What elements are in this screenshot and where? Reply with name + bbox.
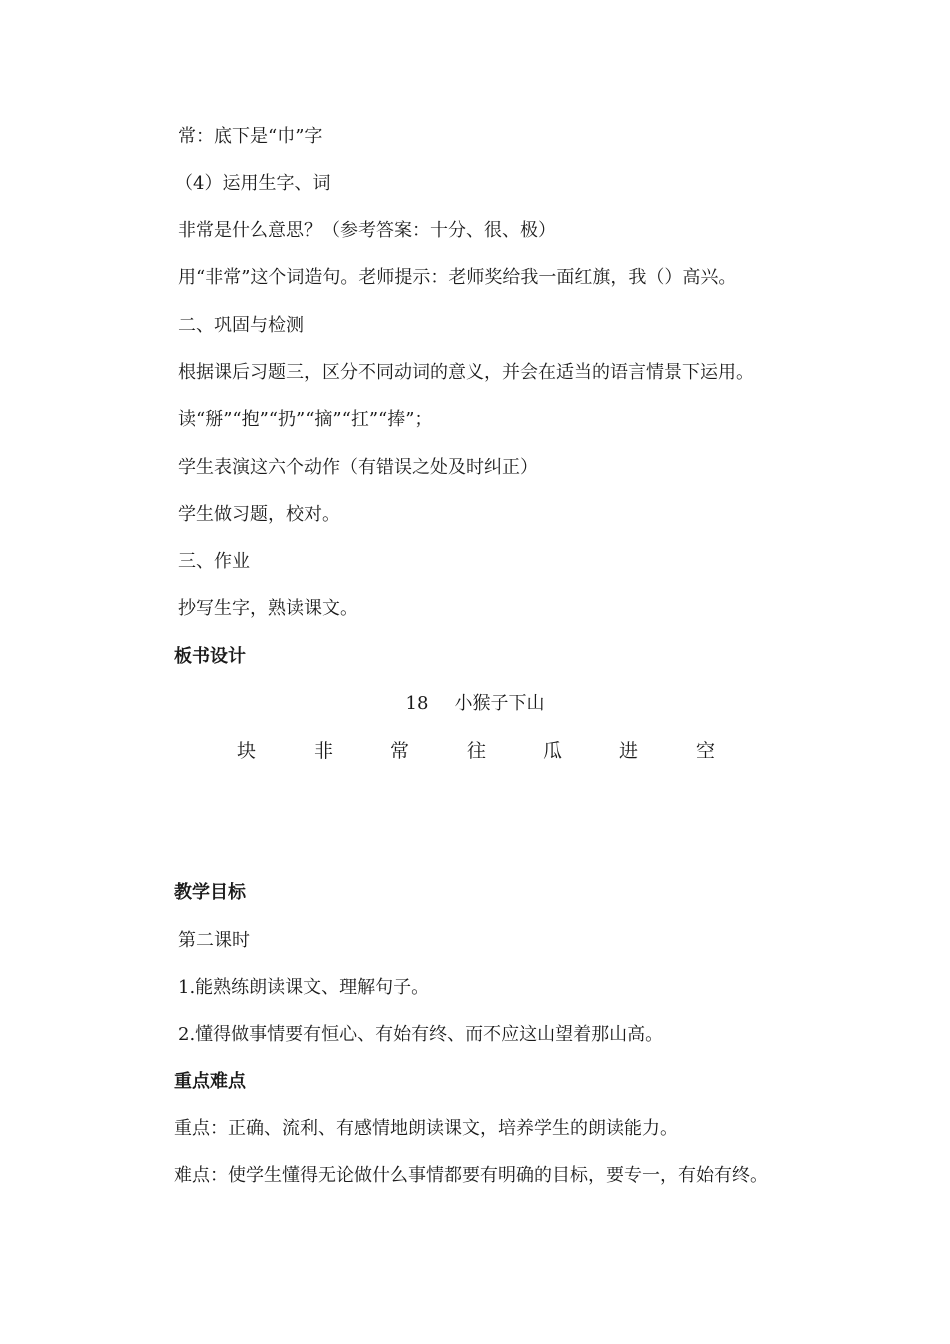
text-line-meaning-question: 非常是什么意思？（参考答案：十分、很、极） (178, 220, 556, 241)
board-lesson-name: 小猴子下山 (454, 693, 545, 714)
heading-board-design: 板书设计 (174, 646, 246, 667)
heading-teaching-goals: 教学目标 (174, 882, 246, 903)
board-char: 往 (467, 740, 487, 762)
board-char: 进 (619, 740, 639, 762)
board-char: 空 (696, 740, 716, 762)
text-line-step4: （4）运用生字、词 (175, 173, 331, 194)
board-char: 瓜 (543, 740, 563, 762)
goal-item-1: 1.能熟练朗读课文、理解句子。 (178, 977, 430, 998)
text-line-perform-actions: 学生表演这六个动作（有错误之处及时纠正） (178, 457, 538, 478)
section-heading-homework: 三、作业 (178, 551, 250, 572)
text-line-read-verbs: 读“掰”“抱”“扔”“摘”“扛”“捧”； (178, 409, 433, 430)
section-heading-consolidate: 二、巩固与检测 (178, 315, 304, 336)
goal-item-2: 2.懂得做事情要有恒心、有始有终、而不应这山望着那山高。 (178, 1024, 664, 1045)
text-line-homework-task: 抄写生字，熟读课文。 (178, 598, 358, 619)
board-lesson-title (0, 692, 950, 716)
text-line-exercise-three: 根据课后习题三，区分不同动词的意义，并会在适当的语言情景下运用。 (178, 362, 754, 383)
text-line-radical: 常：底下是“巾”字 (178, 126, 323, 147)
board-char: 非 (314, 740, 334, 762)
text-line-sentence-making: 用“非常”这个词造句。老师提示：老师奖给我一面红旗，我（）高兴。 (178, 267, 737, 288)
board-char: 块 (237, 740, 257, 762)
text-line-difficulty: 难点：使学生懂得无论做什么事情都要有明确的目标，要专一，有始有终。 (174, 1165, 768, 1186)
board-lesson-number: 18 (405, 693, 429, 714)
text-line-second-period: 第二课时 (178, 930, 250, 951)
heading-key-points: 重点难点 (174, 1071, 246, 1092)
text-line-focus: 重点：正确、流利、有感情地朗读课文，培养学生的朗读能力。 (174, 1118, 678, 1139)
board-char: 常 (390, 740, 410, 762)
text-line-do-exercises: 学生做习题，校对。 (178, 504, 340, 525)
